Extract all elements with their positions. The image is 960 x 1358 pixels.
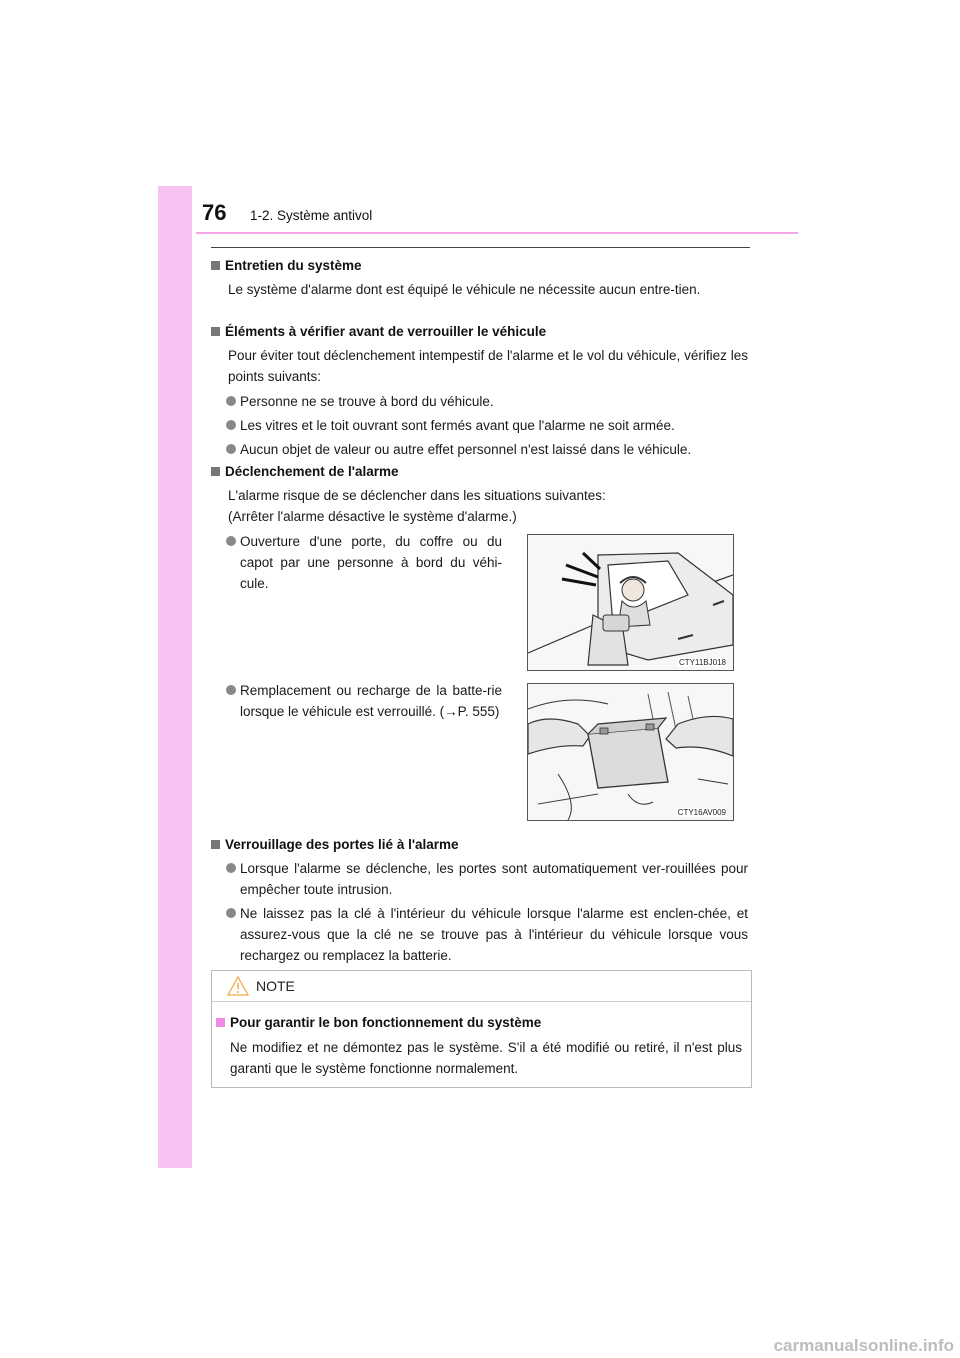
- triggering-bullet-2: Remplacement ou recharge de la batte-rie lorsque le véhicule est verrouillé. (→P. 555): [226, 680, 502, 722]
- section-title-triggering: Déclenchement de l'alarme: [211, 464, 399, 479]
- round-bullet-icon: [226, 420, 236, 430]
- chapter-side-band: [158, 186, 192, 1168]
- warning-triangle-icon: [226, 975, 250, 997]
- figure-battery-replacement: [527, 683, 734, 821]
- round-bullet-icon: [226, 396, 236, 406]
- triggering-text-2: (Arrêter l'alarme désactive le système d'alarme.): [228, 509, 517, 524]
- round-bullet-icon: [226, 536, 236, 546]
- figure-code: CTY16AV009: [677, 808, 726, 817]
- figure-car-door-opening: [527, 534, 734, 671]
- square-bullet-icon: [211, 467, 220, 476]
- checks-bullet-2: Les vitres et le toit ouvrant sont fermés avant que l'alarme ne soit armée.: [226, 415, 748, 436]
- section-title-maintenance: Entretien du système: [211, 258, 362, 273]
- door-lock-bullet-1: Lorsque l'alarme se déclenche, les portes sont automatiquement ver-rouillées pour empêcher toute intrusion.: [226, 858, 748, 900]
- section-title-checks: Éléments à vérifier avant de verrouiller le véhicule: [211, 324, 546, 339]
- note-title: NOTE: [256, 978, 295, 994]
- round-bullet-icon: [226, 444, 236, 454]
- note-header: [212, 971, 751, 1002]
- checks-text: Pour éviter tout déclenchement intempestif de l'alarme et le vol du véhicule, vérifiez les points suivants:: [228, 348, 748, 384]
- square-bullet-icon: [211, 840, 220, 849]
- door-lock-bullet-2: Ne laissez pas la clé à l'intérieur du véhicule lorsque l'alarme est enclen-chée, et assurez-vous que la clé ne se trouve pas à l'intérieur du véhicule lorsque vous rechargez ou remplacez la batterie.: [226, 903, 748, 966]
- round-bullet-icon: [226, 863, 236, 873]
- maintenance-text: Le système d'alarme dont est équipé le véhicule ne nécessite aucun entre-tien.: [228, 282, 701, 297]
- note-item-title: Pour garantir le bon fonctionnement du système: [216, 1015, 541, 1030]
- checks-bullet-1: Personne ne se trouve à bord du véhicule.: [226, 391, 748, 412]
- square-bullet-icon: [211, 327, 220, 336]
- page-number: 76: [202, 200, 227, 225]
- square-bullet-icon: [216, 1018, 225, 1027]
- chapter-title: 1-2. Système antivol: [250, 208, 373, 223]
- square-bullet-icon: [211, 261, 220, 270]
- car-door-illustration: [528, 535, 733, 670]
- note-text: Ne modifiez et ne démontez pas le système. S'il a été modifié ou retiré, il n'est plus garanti que le système fonctionne normalement.: [230, 1040, 742, 1076]
- note-box: [211, 970, 752, 1088]
- section-title-door-lock: Verrouillage des portes lié à l'alarme: [211, 837, 459, 852]
- battery-illustration: [528, 684, 733, 820]
- round-bullet-icon: [226, 908, 236, 918]
- section-rule: [211, 247, 750, 248]
- round-bullet-icon: [226, 685, 236, 695]
- header-line: [196, 232, 798, 234]
- watermark: carmanualsonline.info: [773, 1336, 954, 1355]
- checks-bullet-3: Aucun objet de valeur ou autre effet personnel n'est laissé dans le véhicule.: [226, 439, 748, 460]
- figure-code: CTY11BJ018: [679, 658, 726, 667]
- triggering-bullet-1: Ouverture d'une porte, du coffre ou du capot par une personne à bord du véhi-cule.: [226, 531, 502, 594]
- triggering-text-1: L'alarme risque de se déclencher dans les situations suivantes:: [228, 488, 606, 503]
